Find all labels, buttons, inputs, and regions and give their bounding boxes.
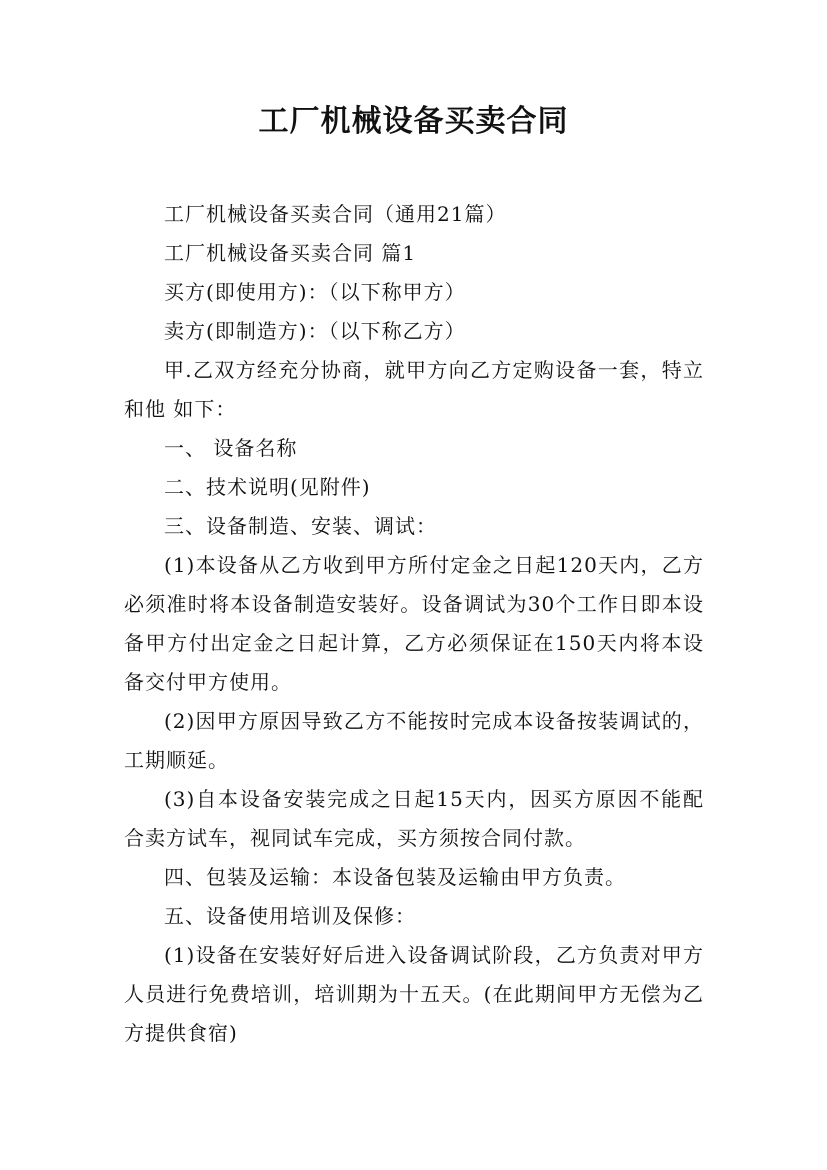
document-title: 工厂机械设备买卖合同 xyxy=(258,104,569,139)
paragraph-clause-5-1: (1)设备在安装好好后进入设备调试阶段，乙方负责对甲方人员进行免费培训，培训期为十五天。(在此期间甲方无偿为乙方提供食宿) xyxy=(124,943,704,1045)
paragraph-section-2: 二、技术说明(见附件) xyxy=(164,475,371,499)
paragraph-seller: 卖方(即制造方)：（以下称乙方） xyxy=(164,319,466,343)
paragraph-clause-3-3: (3)自本设备安装完成之日起15天内，因买方原因不能配合卖方试车，视同试车完成，买方须按合同付款。 xyxy=(124,787,704,850)
paragraph-section-5: 五、设备使用培训及保修： xyxy=(164,904,416,928)
paragraph-clause-3-2: (2)因甲方原因导致乙方不能按时完成本设备按装调试的，工期顺延。 xyxy=(124,709,704,772)
paragraph-section-4: 四、包装及运输：本设备包装及运输由甲方负责。 xyxy=(164,865,626,889)
paragraph-heading: 工厂机械设备买卖合同 篇1 xyxy=(164,241,417,265)
paragraph-intro: 甲.乙双方经充分协商，就甲方向乙方定购设备一套，特立和他 如下： xyxy=(124,358,704,421)
paragraph-clause-3-1: (1)本设备从乙方收到甲方所付定金之日起120天内，乙方必须准时将本设备制造安装好。设备调试为30个工作日即本设备甲方付出定金之日起计算，乙方必须保证在150天内将本设备交付甲方使用。 xyxy=(124,553,704,694)
paragraph-buyer: 买方(即使用方)：（以下称甲方） xyxy=(164,280,466,304)
paragraph-section-1: 一、 设备名称 xyxy=(164,436,298,460)
paragraph-subtitle: 工厂机械设备买卖合同（通用21篇） xyxy=(164,202,507,226)
paragraph-section-3: 三、设备制造、安装、调试： xyxy=(164,514,437,538)
document-body xyxy=(124,195,704,1053)
